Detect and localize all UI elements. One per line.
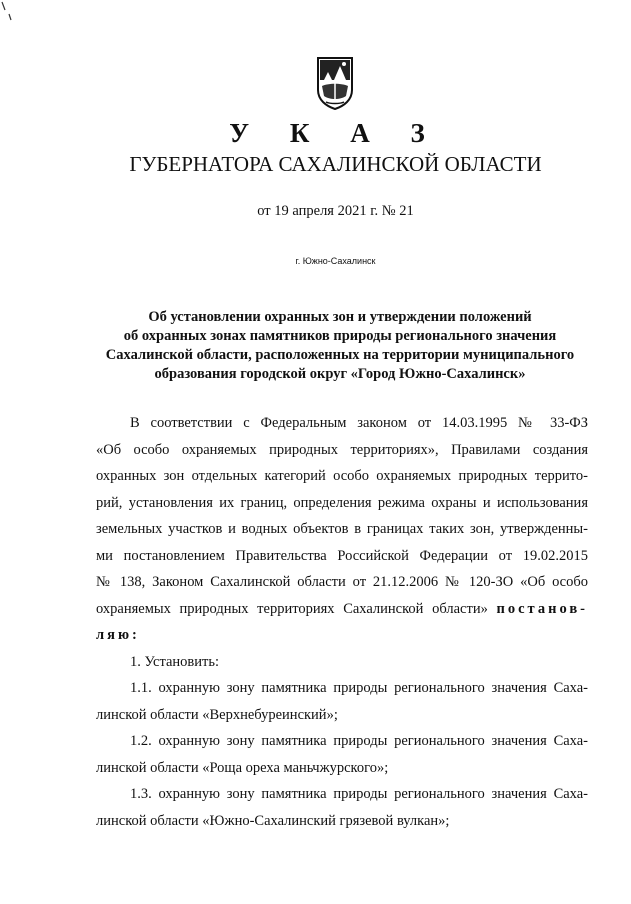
preamble-line: № 138, Законом Сахалинской области от 21.12.2006 № 120-ЗО «Об особо [96,574,588,590]
item-1-1-line: линской области «Верхнебуреинский»; [96,706,338,723]
decree-word-end [96,622,588,649]
title-line: образования городской округ «Город Южно-Сахалинск» [154,366,526,382]
title-line: Об установлении охранных зон и утверждении положений [148,309,532,325]
preamble-line: охраняемых природных территориях Сахалинской области» [96,600,488,617]
decree-word-start: постанов- [496,600,588,617]
document-title [90,308,590,384]
city-label: г. Южно-Сахалинск [295,256,376,266]
decree-heading: У К А З [229,118,442,148]
preamble-line: В соответствии с Федеральным законом от 14.03.1995 № 33-ФЗ [130,415,588,431]
item-1-3-line: линской области «Южно-Сахалинский грязевой вулкан»; [96,812,450,829]
coat-of-arms-emblem-icon [314,56,356,110]
corner-scan-mark-icon [0,0,14,24]
preamble-line-with-decree [96,596,588,623]
title-line: об охранных зонах памятников природы регионального значения [123,328,557,344]
issuer-heading: ГУБЕРНАТОРА САХАЛИНСКОЙ ОБЛАСТИ [129,152,542,176]
decree-word-continued: ляю: [96,627,140,643]
item-1: 1. Установить: [130,653,220,670]
date-number-line: от 19 апреля 2021 г. № 21 [257,203,414,219]
item-1-2-line: 1.2. охранную зону памятника природы регионального значения Саха- [130,733,588,749]
item-1-1-line: 1.1. охранную зону памятника природы регионального значения Саха- [130,680,588,696]
preamble-line: ми постановлением Правительства Российской Федерации от 19.02.2015 [96,547,588,564]
item-1-3-line: 1.3. охранную зону памятника природы регионального значения Саха- [130,786,588,802]
title-line: Сахалинской области, расположенных на территории муниципального [105,347,575,363]
preamble-line: земельных участков и водных объектов в границах таких зон, утвержденны- [96,521,588,537]
preamble-line: «Об особо охраняемых природных территориях», Правилами создания [96,441,588,458]
preamble-line: охранных зон отдельных категорий особо охраняемых природных террито- [96,468,588,484]
document-body [96,410,588,834]
item-1-2-line: линской области «Роща ореха маньчжурского»; [96,759,389,776]
preamble-line: рий, установления их границ, определения режима охраны и использования [96,494,588,511]
